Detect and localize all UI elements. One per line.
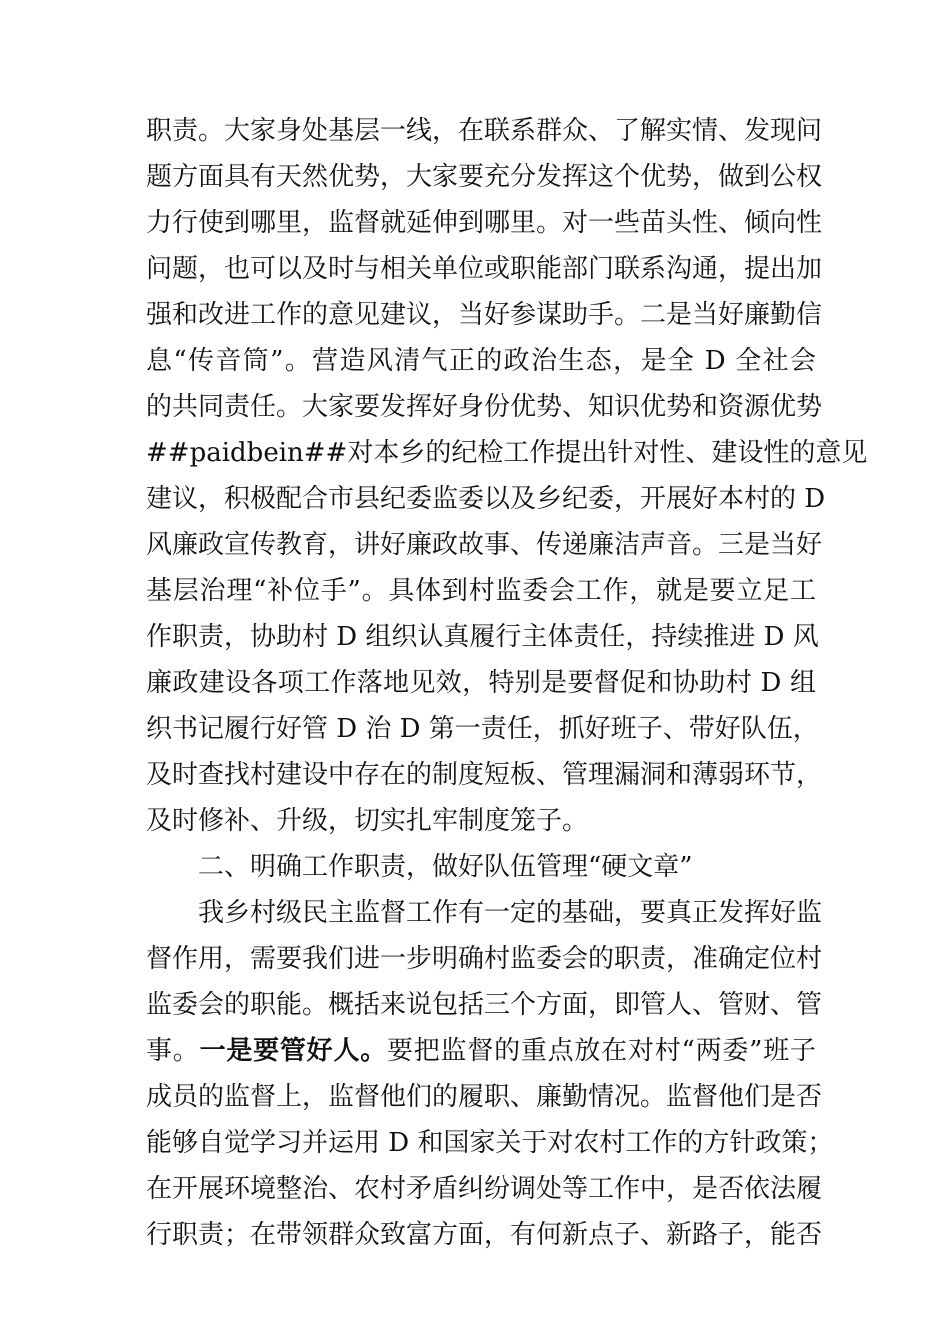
text-line: 及时查找村建设中存在的制度短板、管理漏洞和薄弱环节，	[146, 760, 823, 790]
text-line: 强和改进工作的意见建议，当好参谋助手。二是当好廉勤信	[146, 300, 823, 330]
bold-emphasis: 一是要管好人。	[199, 1036, 387, 1066]
text-line	[146, 1028, 816, 1074]
text-line: 职责。大家身处基层一线，在联系群众、了解实情、发现问	[146, 116, 823, 146]
text-line: 成员的监督上，监督他们的履职、廉勤情况。监督他们是否	[146, 1082, 823, 1112]
text-line: 我乡村级民主监督工作有一定的基础，要真正发挥好监	[198, 898, 823, 928]
text-line: 廉政建设各项工作落地见效，特别是要督促和协助村 D 组	[146, 668, 816, 698]
text-line: 织书记履行好管 D 治 D 第一责任，抓好班子、带好队伍，	[146, 714, 819, 744]
text-line: 风廉政宣传教育，讲好廉政故事、传递廉洁声音。三是当好	[146, 530, 823, 560]
text-line: ##paidbein##对本乡的纪检工作提出针对性、建设性的意见	[146, 438, 868, 468]
text-line: 题方面具有天然优势，大家要充分发挥这个优势，做到公权	[146, 162, 823, 192]
text-line: 行职责；在带领群众致富方面，有何新点子、新路子，能否	[146, 1220, 823, 1250]
text-line: 督作用，需要我们进一步明确村监委会的职责，准确定位村	[146, 944, 823, 974]
text-line: 基层治理“补位手”。具体到村监委会工作，就是要立足工	[146, 576, 816, 606]
text-fragment: 事。	[146, 1036, 200, 1066]
document-body	[146, 108, 868, 1258]
text-line: 力行使到哪里，监督就延伸到哪里。对一些苗头性、倾向性	[146, 208, 823, 238]
text-line: 作职责，协助村 D 组织认真履行主体责任，持续推进 D 风	[146, 622, 819, 652]
text-line: 息“传音筒”。营造风清气正的政治生态，是全 D 全社会	[146, 346, 816, 376]
text-line: 的共同责任。大家要发挥好身份优势、知识优势和资源优势	[146, 392, 823, 422]
text-line: 能够自觉学习并运用 D 和国家关于对农村工作的方针政策；	[146, 1128, 834, 1158]
text-fragment: 要把监督的重点放在对村“两委”班子	[387, 1036, 816, 1066]
section-heading: 二、明确工作职责，做好队伍管理“硬文章”	[198, 852, 693, 882]
text-line: 建议，积极配合市县纪委监委以及乡纪委，开展好本村的 D	[146, 484, 826, 514]
text-line: 监委会的职能。概括来说包括三个方面，即管人、管财、管	[146, 990, 823, 1020]
text-line: 在开展环境整治、农村矛盾纠纷调处等工作中，是否依法履	[146, 1174, 823, 1204]
text-line: 问题，也可以及时与相关单位或职能部门联系沟通，提出加	[146, 254, 823, 284]
text-line: 及时修补、升级，切实扎牢制度笼子。	[146, 806, 589, 836]
